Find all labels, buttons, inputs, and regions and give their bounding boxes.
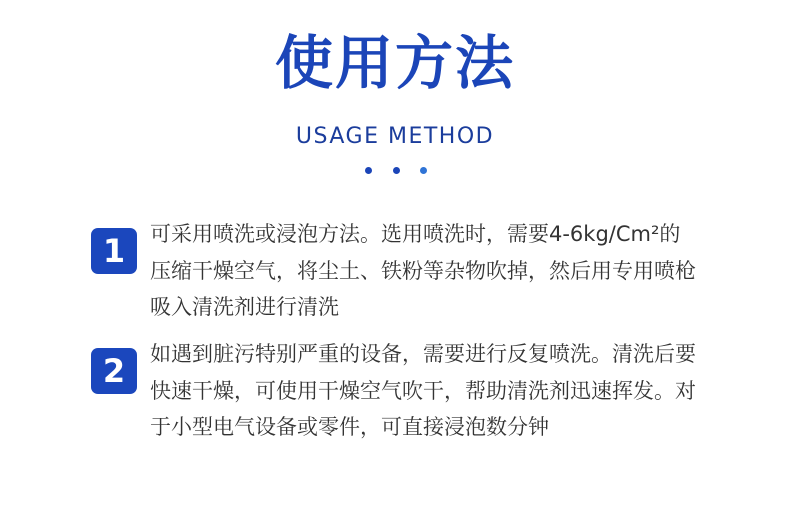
step-description: 可采用喷洗或浸泡方法。选用喷洗时，需要4-6kg/Cm²的压缩干燥空气，将尘土、铁粉等杂物吹掉，然后用专用喷枪吸入清洗剂进行清洗 xyxy=(150,222,696,319)
page-title: 使用方法 xyxy=(274,29,515,97)
page-subtitle: USAGE METHOD xyxy=(295,124,495,149)
dot-icon xyxy=(420,167,427,174)
dot-icon xyxy=(365,167,372,174)
decorative-dots xyxy=(365,165,427,175)
step-number-badge: 2 xyxy=(91,348,137,394)
step-description: 如遇到脏污特别严重的设备，需要进行反复喷洗。清洗后要快速干燥，可使用干燥空气吹干，帮助清洗剂迅速挥发。对于小型电气设备或零件，可直接浸泡数分钟 xyxy=(150,342,696,439)
step-number-badge: 1 xyxy=(91,228,137,274)
dot-icon xyxy=(393,167,400,174)
